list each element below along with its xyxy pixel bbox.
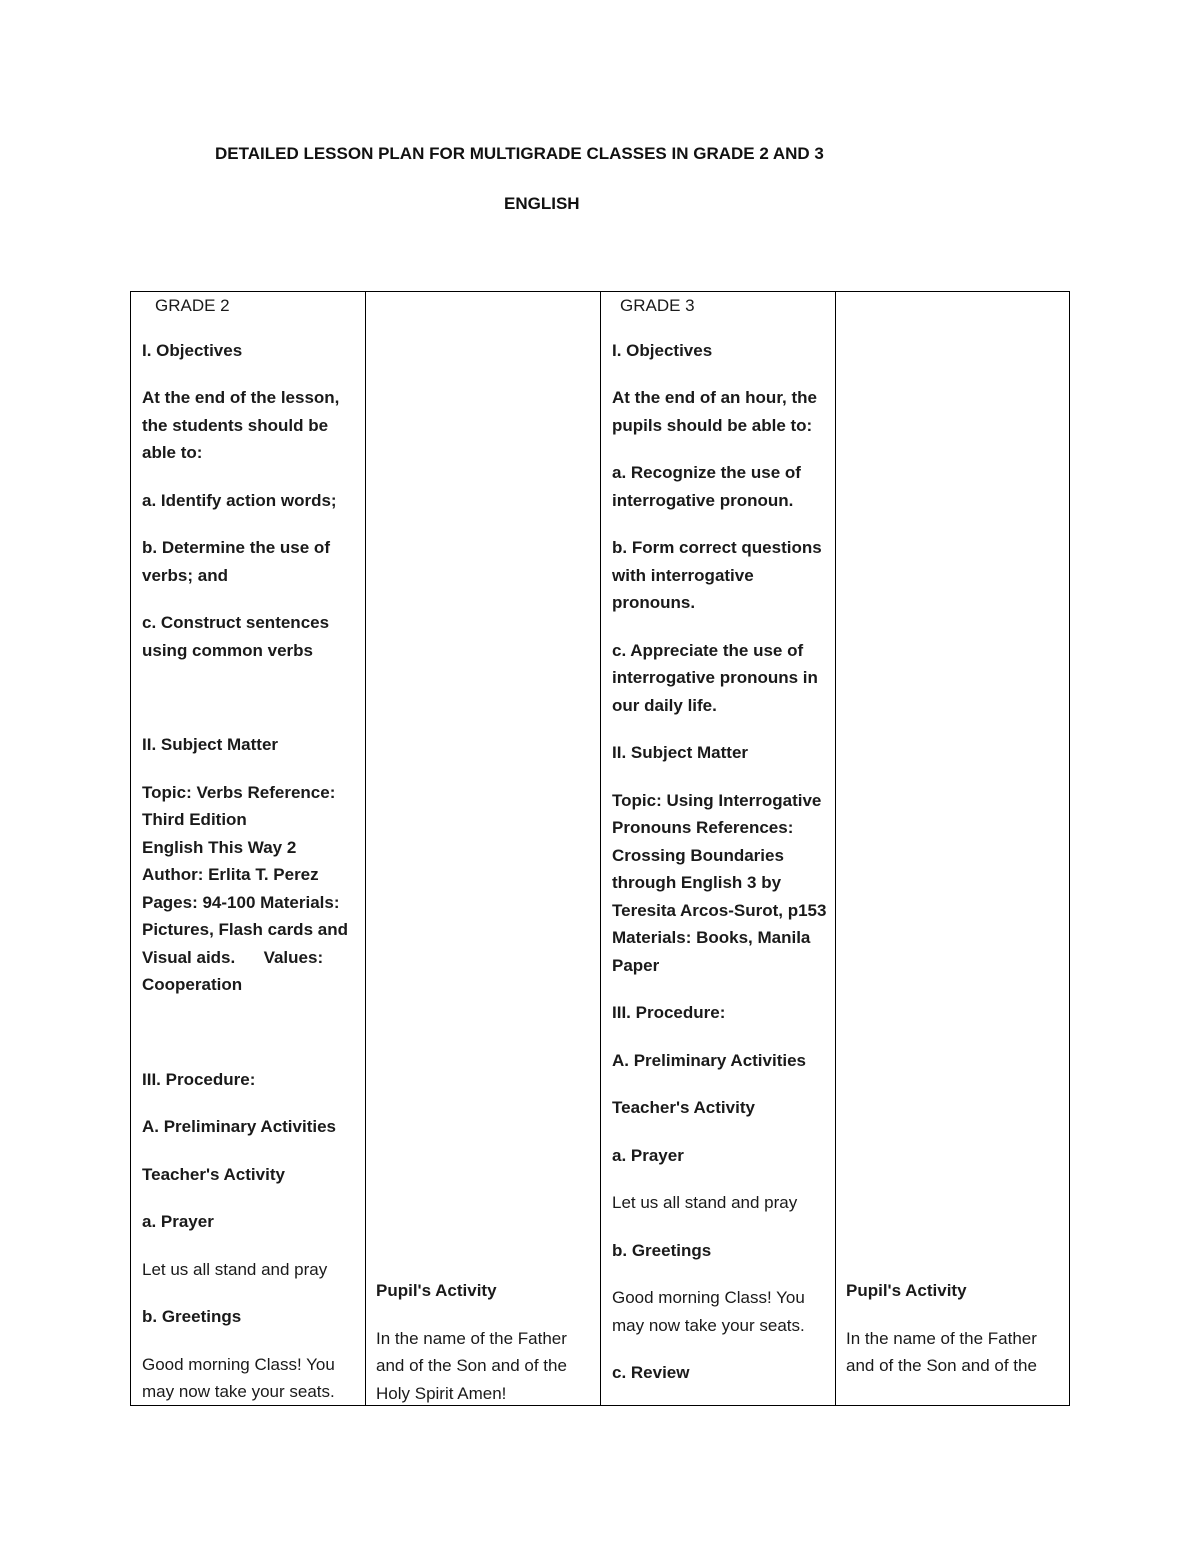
grade2-header: GRADE 2 bbox=[155, 296, 230, 315]
grade2-greetings: b. Greetings bbox=[142, 1307, 242, 1326]
grade2-subject-line: Topic: Verbs Reference: Third Edition bbox=[142, 782, 336, 829]
grade3-column bbox=[612, 292, 830, 1387]
grade2-pupil-text: In the name of the Father and of the Son and of the Holy Spirit Amen! bbox=[376, 1328, 567, 1403]
grade2-subject-line: English This Way 2 bbox=[142, 837, 297, 857]
subject-title: ENGLISH bbox=[504, 194, 580, 213]
column-divider bbox=[600, 292, 601, 1405]
grade2-objectives-heading: I. Objectives bbox=[142, 340, 243, 360]
document-title: DETAILED LESSON PLAN FOR MULTIGRADE CLASSES IN GRADE 2 AND 3 bbox=[215, 144, 824, 163]
grade3-preliminary: A. Preliminary Activities bbox=[612, 1050, 807, 1070]
grade2-prayer: a. Prayer bbox=[142, 1212, 214, 1231]
lesson-plan-table bbox=[130, 291, 1070, 1406]
grade3-subject-text: Topic: Using Interrogative Pronouns References: Crossing Boundaries through English 3 by Teresita Arcos-Surot, p153 Materials: Books, Manila Paper bbox=[612, 790, 827, 975]
grade3-review: c. Review bbox=[612, 1363, 690, 1382]
grade2-prayer-text: Let us all stand and pray bbox=[142, 1259, 328, 1279]
grade3-pupil-text: In the name of the Father and of the Son and of the bbox=[846, 1328, 1037, 1375]
grade2-preliminary: A. Preliminary Activities bbox=[142, 1117, 337, 1136]
grade3-prayer-text: Let us all stand and pray bbox=[612, 1193, 798, 1212]
grade3-objective-a: a. Recognize the use of interrogative pronoun. bbox=[612, 463, 801, 510]
grade2-pupil-heading: Pupil's Activity bbox=[376, 1281, 497, 1300]
grade3-pupil-column bbox=[846, 1277, 1066, 1380]
grade2-subject-heading: II. Subject Matter bbox=[142, 735, 279, 754]
grade3-greetings-text: Good morning Class! You may now take your seats. bbox=[612, 1288, 805, 1335]
grade2-objective-b: b. Determine the use of verbs; and bbox=[142, 538, 330, 585]
grade3-procedure-heading: III. Procedure: bbox=[612, 1003, 726, 1022]
grade2-objective-a: a. Identify action words; bbox=[142, 490, 337, 510]
grade3-objectives-intro: At the end of an hour, the pupils should be able to: bbox=[612, 388, 817, 435]
column-divider bbox=[365, 292, 366, 1405]
grade3-objectives-heading: I. Objectives bbox=[612, 340, 713, 360]
grade3-subject-heading: II. Subject Matter bbox=[612, 743, 749, 762]
grade2-pupil-column bbox=[376, 1277, 591, 1407]
grade2-teacher-activity: Teacher's Activity bbox=[142, 1164, 285, 1184]
grade2-column bbox=[142, 292, 357, 1406]
grade2-greetings-text: Good morning Class! You may now take your seats. bbox=[142, 1354, 335, 1401]
grade3-header: GRADE 3 bbox=[620, 296, 695, 315]
grade2-procedure-heading: III. Procedure: bbox=[142, 1069, 256, 1089]
column-divider bbox=[835, 292, 836, 1405]
grade2-subject-line: Pages: 94-100 Materials: Pictures, Flash cards and Visual aids. Values: Cooperation bbox=[142, 892, 353, 994]
grade2-objectives-intro: At the end of the lesson, the students should be able to: bbox=[142, 388, 340, 462]
grade3-teacher-activity: Teacher's Activity bbox=[612, 1098, 755, 1117]
grade3-objective-b: b. Form correct questions with interrogative pronouns. bbox=[612, 538, 822, 612]
grade3-prayer: a. Prayer bbox=[612, 1145, 684, 1165]
grade2-subject-line: Author: Erlita T. Perez bbox=[142, 865, 319, 884]
grade3-pupil-heading: Pupil's Activity bbox=[846, 1281, 967, 1300]
grade3-greetings: b. Greetings bbox=[612, 1240, 712, 1260]
grade3-objective-c: c. Appreciate the use of interrogative pronouns in our daily life. bbox=[612, 640, 818, 715]
grade2-objective-c: c. Construct sentences using common verbs bbox=[142, 613, 330, 660]
